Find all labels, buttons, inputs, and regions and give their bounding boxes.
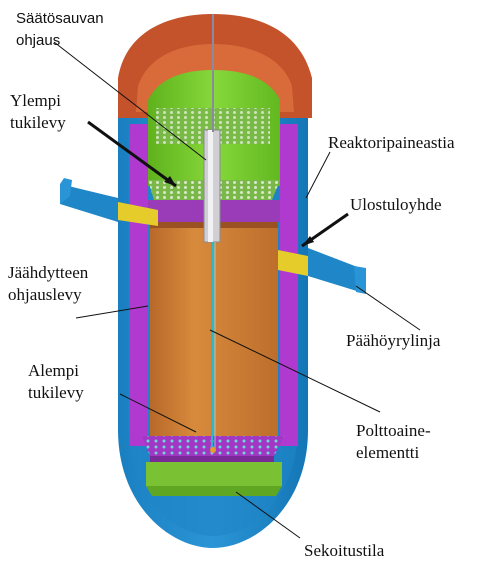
label-lower-support-plate-line2: tukilevy <box>28 383 84 402</box>
label-reactor-pressure-vessel: Reaktoripaineastia <box>328 133 455 152</box>
label-coolant-baffle-line1: Jäähdytteen <box>8 263 89 282</box>
label-main-steam-line: Päähöyrylinja <box>346 331 441 350</box>
label-coolant-baffle-line2: ohjauslevy <box>8 285 82 304</box>
label-fuel-element-line2: elementti <box>356 443 420 462</box>
right-baffle <box>280 124 298 446</box>
label-upper-support-plate-line1: Ylempi <box>10 91 61 110</box>
label-lower-support-plate <box>28 360 84 404</box>
label-fuel-element <box>356 420 431 464</box>
label-upper-support-plate <box>10 90 66 134</box>
label-upper-support-plate-line2: tukilevy <box>10 113 66 132</box>
label-fuel-element-line1: Polttoaine- <box>356 421 431 440</box>
label-lower-support-plate-line1: Alempi <box>28 361 79 380</box>
label-coolant-baffle <box>8 262 88 306</box>
mixing-region <box>146 462 282 496</box>
label-control-rod-drive <box>16 8 104 52</box>
label-mixing-chamber: Sekoitustila <box>304 541 385 560</box>
label-control-rod-drive-line1: Säätösauvan <box>16 10 104 27</box>
label-outlet-nozzle: Ulostuloyhde <box>350 195 442 214</box>
label-control-rod-drive-line2: ohjaus <box>16 32 61 49</box>
core <box>150 222 278 444</box>
left-baffle <box>130 124 148 446</box>
